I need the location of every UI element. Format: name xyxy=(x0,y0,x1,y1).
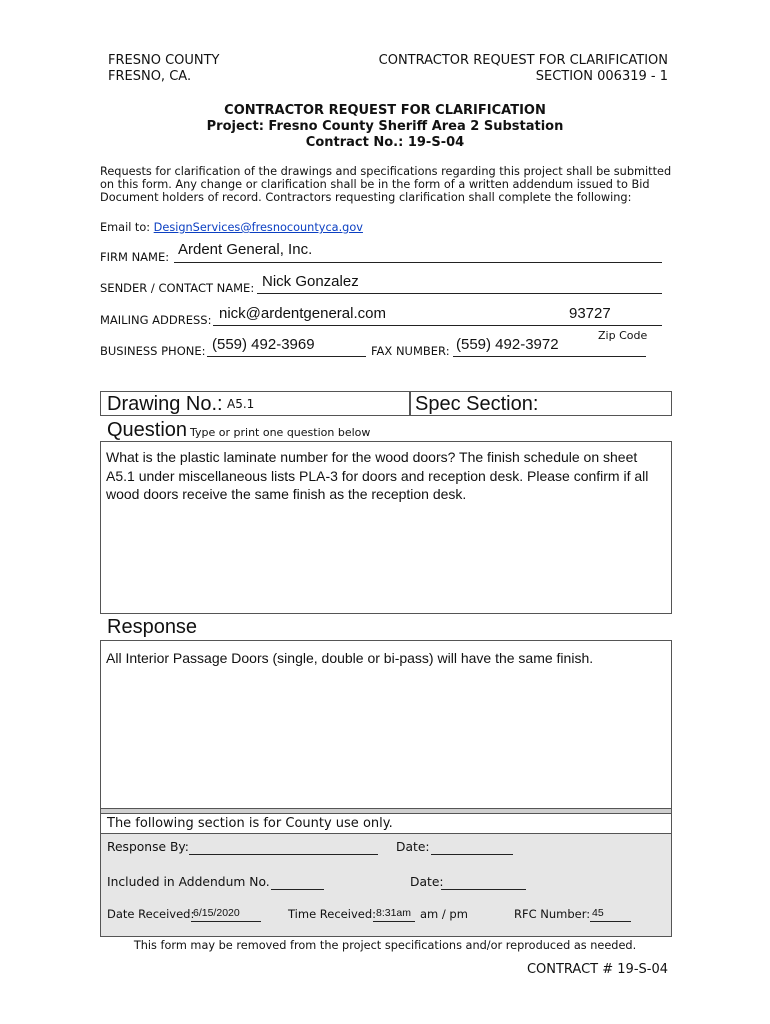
firm-name-line xyxy=(174,262,662,263)
intro-line-3: Document holders of record. Contractors requesting clarification shall complete the following: xyxy=(100,191,632,204)
zip-code-label: Zip Code xyxy=(598,329,648,342)
date-label-1: Date: xyxy=(396,840,430,854)
county-use-header: The following section is for County use only. xyxy=(107,816,393,831)
fax-field[interactable]: (559) 492-3972 xyxy=(456,336,559,353)
email-label: Email to: xyxy=(100,221,154,234)
header-county: FRESNO COUNTY xyxy=(108,53,220,68)
response-text: All Interior Passage Doors (single, double or bi-pass) will have the same finish. xyxy=(106,650,594,666)
date-received-field[interactable]: 6/15/2020 xyxy=(193,907,240,919)
addendum-line[interactable] xyxy=(271,889,324,890)
question-heading: Question xyxy=(107,419,188,441)
addendum-label: Included in Addendum No. xyxy=(107,875,270,889)
document-title: CONTRACTOR REQUEST FOR CLARIFICATION xyxy=(224,103,546,118)
footer-note: This form may be removed from the project specifications and/or reproduced as needed. xyxy=(133,939,637,952)
sender-line xyxy=(257,293,662,294)
response-by-label: Response By: xyxy=(107,840,189,854)
rfc-number-label: RFC Number: xyxy=(514,907,591,921)
spec-section-label: Spec Section: xyxy=(415,393,539,415)
fax-line xyxy=(453,356,646,357)
header-city: FRESNO, CA. xyxy=(108,69,192,84)
email-link[interactable]: DesignServices@fresnocountyca.gov xyxy=(153,221,363,234)
business-phone-line xyxy=(207,356,366,357)
county-use-panel xyxy=(100,833,672,937)
fax-label: FAX NUMBER: xyxy=(371,344,450,358)
county-header-box xyxy=(100,813,672,834)
date-line-2[interactable] xyxy=(441,889,526,890)
drawing-number-label: Drawing No.: xyxy=(107,393,223,415)
sender-label: SENDER / CONTACT NAME: xyxy=(100,281,255,295)
sender-name-field[interactable]: Nick Gonzalez xyxy=(262,273,359,290)
drawing-number-box[interactable] xyxy=(100,391,411,416)
firm-name-label: FIRM NAME: xyxy=(100,250,170,264)
email-row xyxy=(100,221,363,234)
question-textarea[interactable] xyxy=(100,441,672,614)
response-by-line[interactable] xyxy=(189,854,378,855)
intro-line-2: on this form. Any change or clarification shall be in the form of a written addendum issued to Bid xyxy=(100,178,650,191)
rfc-number-line xyxy=(590,921,631,922)
time-received-field[interactable]: 8:31am xyxy=(376,907,412,919)
mailing-address-field[interactable]: nick@ardentgeneral.com xyxy=(219,305,386,322)
header-section: SECTION 006319 - 1 xyxy=(535,69,668,84)
am-pm-label: am / pm xyxy=(420,907,468,921)
rfc-number-field[interactable]: 45 xyxy=(592,907,604,919)
business-phone-label: BUSINESS PHONE: xyxy=(100,344,206,358)
header-form-title: CONTRACTOR REQUEST FOR CLARIFICATION xyxy=(378,53,668,68)
drawing-number-value: A5.1 xyxy=(227,397,255,411)
response-textarea[interactable] xyxy=(100,640,672,809)
response-heading: Response xyxy=(107,616,198,638)
date-label-2: Date: xyxy=(410,875,444,889)
footer-contract: CONTRACT # 19-S-04 xyxy=(526,962,668,977)
time-received-line xyxy=(373,921,415,922)
question-hint: Type or print one question below xyxy=(190,426,371,439)
date-received-label: Date Received: xyxy=(107,907,195,921)
time-received-label: Time Received: xyxy=(288,907,376,921)
date-line-1[interactable] xyxy=(431,854,513,855)
intro-line-1: Requests for clarification of the drawings and specifications regarding this project shall be submitted xyxy=(100,165,672,178)
zip-field[interactable]: 93727 xyxy=(569,305,611,322)
mailing-address-label: MAILING ADDRESS: xyxy=(100,313,212,327)
spec-section-box[interactable] xyxy=(409,391,672,416)
contract-number: Contract No.: 19-S-04 xyxy=(305,135,465,150)
firm-name-field[interactable]: Ardent General, Inc. xyxy=(178,241,313,258)
date-received-line xyxy=(191,921,261,922)
mailing-address-line xyxy=(213,325,662,326)
business-phone-field[interactable]: (559) 492-3969 xyxy=(212,336,315,353)
question-text: What is the plastic laminate number for the wood doors? The finish schedule on sheet A5.1 under miscellaneous lists PLA-3 for doors and reception desk. Please confirm if all wood doors receive the same finish as the reception desk. xyxy=(106,449,649,502)
project-name: Project: Fresno County Sheriff Area 2 Substation xyxy=(206,119,564,134)
